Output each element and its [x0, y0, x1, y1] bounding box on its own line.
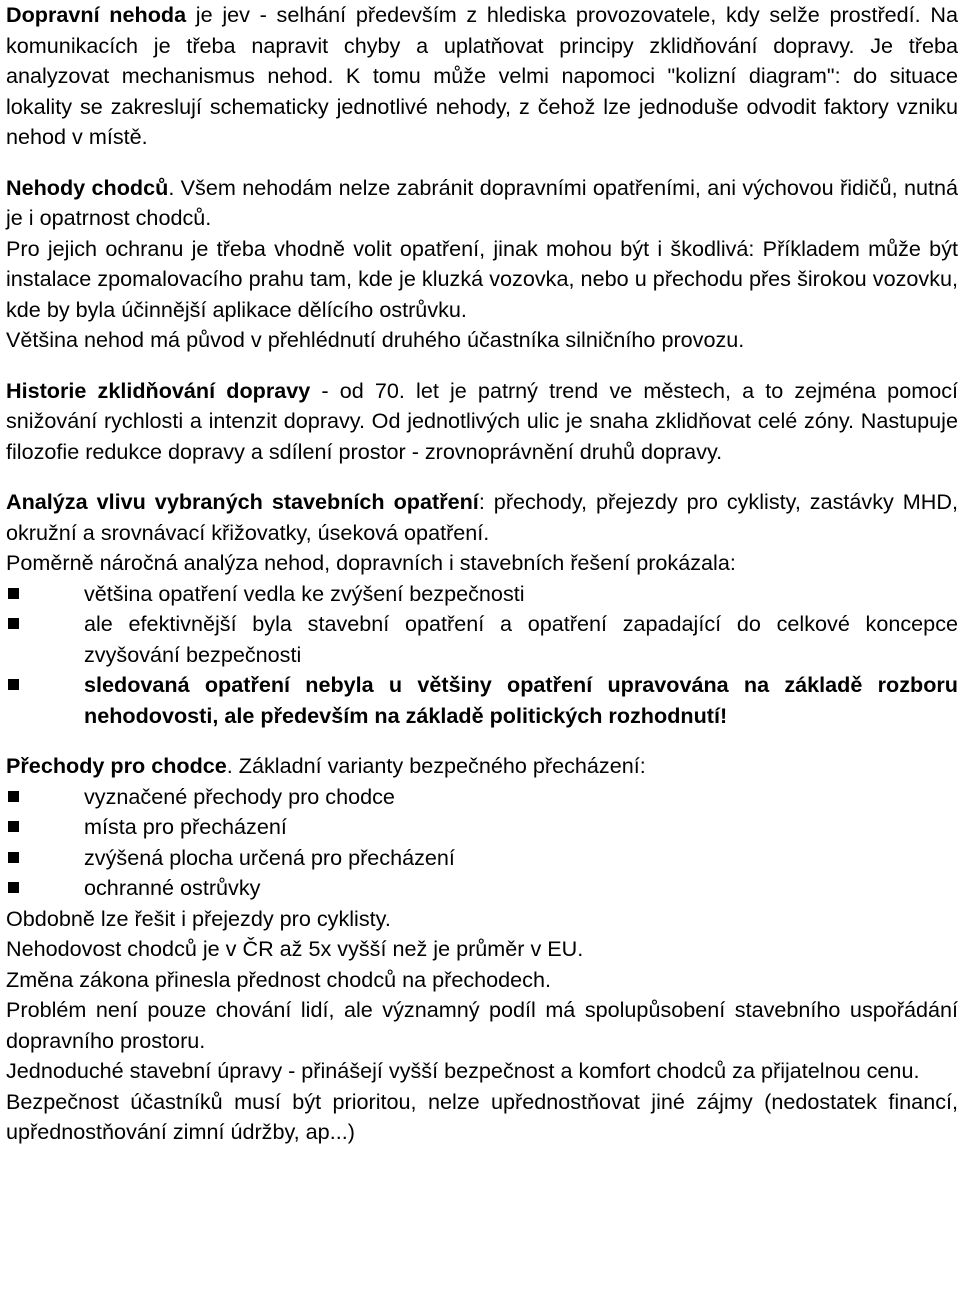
list-item — [6, 843, 958, 874]
term-historie: Historie zklidňování dopravy — [6, 377, 311, 403]
paragraph-zmena-zakona: Změna zákona přinesla přednost chodců na přechodech. — [6, 966, 551, 992]
list-item — [6, 579, 958, 610]
list-item-text: ochranné ostrůvky — [84, 875, 261, 900]
paragraph-problem: Problém není pouze chování lidí, ale významný podíl má spolupůsobení stavebního uspořádání dopravního prostoru. — [6, 997, 958, 1053]
bullet-list-varianty — [6, 782, 958, 904]
paragraph-analyza-vysledky: Poměrně náročná analýza nehod, dopravních i stavebních řešení prokázala: — [6, 550, 736, 575]
paragraph-bezpecnost: Bezpečnost účastníků musí být prioritou, nelze upřednostňovat jiné zájmy (nedostatek financí, upřednostňování zimní údržby, ap...) — [6, 1088, 958, 1144]
spacer — [6, 467, 958, 487]
list-item — [6, 812, 958, 843]
list-item-text: většina opatření vedla ke zvýšení bezpečnosti — [84, 580, 525, 606]
paragraph-analyza — [6, 487, 958, 548]
paragraph-ochrana-chodcu: Pro jejich ochranu je třeba vhodně volit opatření, jinak mohou být i škodlivá: Příkladem může být instalace zpomalovacího prahu tam, kde je kluzká vozovka, nebo u přechodu přes širokou vozovku, kde by byla účinnější aplikace dělícího ostrůvku. — [6, 235, 958, 322]
list-item-text: vyznačené přechody pro chodce — [84, 783, 395, 809]
paragraph-text: : přechody, přejezdy pro cyklisty, zastávky MHD, okružní a srovnávací křižovatky, úseková opatření. — [6, 489, 958, 545]
paragraph-text: - od 70. let je patrný trend ve městech, a to zejména pomocí snižování rychlosti a intenzit dopravy. Od jednotlivých ulic je snaha zklidňovat celé zóny. Nastupuje filozofie redukce dopravy a sdílení prostor - zrovnoprávnění druhů dopravy. — [6, 377, 958, 464]
square-bullet-icon — [8, 679, 19, 690]
term-nehody-chodcu: Nehody chodců — [6, 174, 169, 200]
square-bullet-icon — [8, 882, 19, 893]
term-dopravni-nehoda: Dopravní nehoda — [6, 2, 187, 27]
paragraph-text: je jev - selhání především z hlediska provozovatele, kdy selže prostředí. Na komunikacích je třeba napravit chyby a uplatňovat principy zklidňování dopravy. Je třeba analyzovat mechanismus nehod. K tomu může velmi napomoci "kolizní diagram": do situace lokality se zakreslují schematicky jednotlivé nehody, z čehož lze jednoduše odvodit faktory vzniku nehod v místě. — [6, 2, 958, 149]
square-bullet-icon — [8, 791, 19, 802]
square-bullet-icon — [8, 588, 19, 599]
paragraph-prechody — [6, 751, 958, 782]
spacer — [6, 153, 958, 173]
spacer — [6, 731, 958, 751]
list-item-text: sledovaná opatření nebyla u většiny opatření upravována na základě rozboru nehodovosti, ale především na základě politických rozhodnutí! — [84, 672, 958, 728]
paragraph-vetsina-nehod: Většina nehod má původ v přehlédnutí druhého účastníka silničního provozu. — [6, 327, 745, 352]
bullet-list-vysledky — [6, 579, 958, 732]
paragraph-nehody-chodcu — [6, 173, 958, 234]
paragraph-text: . Základní varianty bezpečného přecházení: — [226, 753, 646, 778]
paragraph-historie — [6, 376, 958, 468]
list-item — [6, 782, 958, 813]
paragraph-text: . Všem nehodám nelze zabránit dopravními opatřeními, ani výchovou řidičů, nutná je i opatrnost chodců. — [6, 174, 958, 230]
list-item — [6, 609, 958, 670]
spacer — [6, 356, 958, 376]
square-bullet-icon — [8, 618, 19, 629]
list-item — [6, 670, 958, 731]
paragraph-cyklisti: Obdobně lze řešit i přejezdy pro cyklisty. — [6, 905, 391, 931]
term-analyza: Analýza vlivu vybraných stavebních opatření — [6, 489, 479, 514]
paragraph-upravy: Jednoduché stavební úpravy - přinášejí vyšší bezpečnost a komfort chodců za přijatelnou cenu. — [6, 1058, 920, 1083]
square-bullet-icon — [8, 852, 19, 863]
list-item — [6, 873, 958, 904]
list-item-text: místa pro přecházení — [84, 814, 287, 839]
paragraph-nehodovost: Nehodovost chodců je v ČR až 5x vyšší než je průměr v EU. — [6, 936, 584, 961]
square-bullet-icon — [8, 821, 19, 832]
document-page — [6, 0, 958, 1148]
paragraph-dopravni-nehoda — [6, 0, 958, 153]
list-item-text: ale efektivnější byla stavební opatření a opatření zapadající do celkové koncepce zvyšování bezpečnosti — [84, 611, 958, 667]
list-item-text: zvýšená plocha určená pro přecházení — [84, 844, 455, 870]
term-prechody: Přechody pro chodce — [6, 753, 227, 778]
